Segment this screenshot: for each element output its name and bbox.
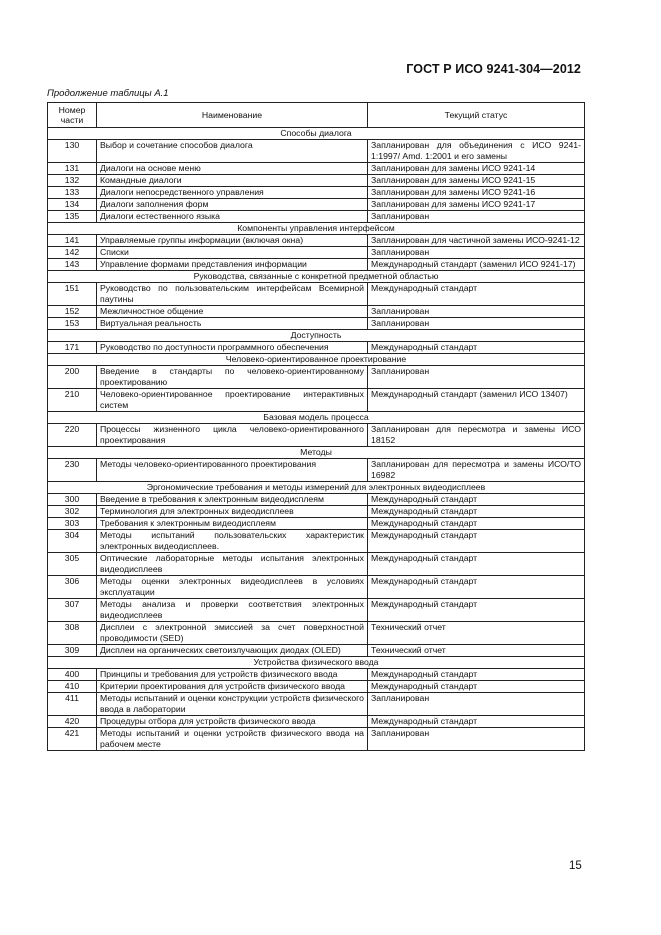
- part-name: Введение в стандарты по человеко-ориентированному проектированию: [97, 366, 368, 389]
- section-row: [48, 482, 585, 494]
- part-status: Технический отчет: [368, 645, 585, 657]
- part-status: Запланирован: [368, 247, 585, 259]
- table-row: [48, 424, 585, 447]
- part-status: Запланирован для пересмотра и замены ИСО/ТО 16982: [368, 459, 585, 482]
- part-name: Диалоги на основе меню: [97, 163, 368, 175]
- table-header: [48, 103, 585, 128]
- part-number: 305: [48, 553, 97, 576]
- part-status: Запланирован для замены ИСО 9241-14: [368, 163, 585, 175]
- table-row: [48, 645, 585, 657]
- table-row: [48, 283, 585, 306]
- part-name: Человеко-ориентированное проектирование интерактивных систем: [97, 389, 368, 412]
- part-number: 400: [48, 669, 97, 681]
- part-number: 303: [48, 518, 97, 530]
- part-number: 304: [48, 530, 97, 553]
- part-number: 421: [48, 728, 97, 751]
- part-status: Запланирован: [368, 366, 585, 389]
- part-name: Оптические лабораторные методы испытания электронных видеодисплеев: [97, 553, 368, 576]
- part-status: Международный стандарт: [368, 342, 585, 354]
- table-row: [48, 187, 585, 199]
- table-row: [48, 318, 585, 330]
- part-name: Руководство по пользовательским интерфейсам Всемирной паутины: [97, 283, 368, 306]
- table-row: [48, 553, 585, 576]
- part-name: Дисплеи на органических светоизлучающих диодах (OLED): [97, 645, 368, 657]
- table-row: [48, 669, 585, 681]
- part-number: 141: [48, 235, 97, 247]
- part-status: Международный стандарт (заменил ИСО 9241-17): [368, 259, 585, 271]
- part-status: Запланирован: [368, 318, 585, 330]
- part-status: Запланирован: [368, 728, 585, 751]
- table-row: [48, 163, 585, 175]
- table-row: [48, 506, 585, 518]
- part-name: Процедуры отбора для устройств физического ввода: [97, 716, 368, 728]
- part-status: Международный стандарт: [368, 669, 585, 681]
- part-number: 230: [48, 459, 97, 482]
- part-status: Международный стандарт: [368, 506, 585, 518]
- part-status: Международный стандарт: [368, 599, 585, 622]
- table-row: [48, 728, 585, 751]
- part-status: Запланирован: [368, 306, 585, 318]
- table-row: [48, 306, 585, 318]
- part-status: Запланирован для замены ИСО 9241-16: [368, 187, 585, 199]
- part-number: 302: [48, 506, 97, 518]
- part-number: 309: [48, 645, 97, 657]
- part-number: 171: [48, 342, 97, 354]
- table-row: [48, 459, 585, 482]
- part-number: 152: [48, 306, 97, 318]
- table-row: [48, 175, 585, 187]
- section-title: Методы: [48, 447, 585, 459]
- section-title: Устройства физического ввода: [48, 657, 585, 669]
- part-name: Введение в требования к электронным видеодисплеям: [97, 494, 368, 506]
- part-name: Командные диалоги: [97, 175, 368, 187]
- part-name: Методы анализа и проверки соответствия электронных видеодисплеев: [97, 599, 368, 622]
- part-number: 410: [48, 681, 97, 693]
- part-number: 151: [48, 283, 97, 306]
- section-title: Доступность: [48, 330, 585, 342]
- table-row: [48, 389, 585, 412]
- part-name: Принципы и требования для устройств физического ввода: [97, 669, 368, 681]
- part-name: Критерии проектирования для устройств физического ввода: [97, 681, 368, 693]
- section-title: Компоненты управления интерфейсом: [48, 223, 585, 235]
- part-number: 133: [48, 187, 97, 199]
- part-name: Методы испытаний и оценки устройств физического ввода на рабочем месте: [97, 728, 368, 751]
- table-row: [48, 599, 585, 622]
- part-number: 306: [48, 576, 97, 599]
- part-status: Технический отчет: [368, 622, 585, 645]
- section-title: Эргономические требования и методы измерений для электронных видеодисплеев: [48, 482, 585, 494]
- part-status: Международный стандарт: [368, 681, 585, 693]
- section-title: Базовая модель процесса: [48, 412, 585, 424]
- document-header: ГОСТ Р ИСО 9241-304—2012: [406, 62, 581, 76]
- table-row: [48, 693, 585, 716]
- part-name: Терминология для электронных видеодисплеев: [97, 506, 368, 518]
- section-row: [48, 330, 585, 342]
- table-row: [48, 259, 585, 271]
- column-header-status: Текущий статус: [368, 103, 585, 128]
- part-name: Управляемые группы информации (включая окна): [97, 235, 368, 247]
- part-status: Запланирован: [368, 211, 585, 223]
- part-name: Списки: [97, 247, 368, 259]
- part-number: 411: [48, 693, 97, 716]
- table-row: [48, 247, 585, 259]
- section-row: [48, 657, 585, 669]
- table-row: [48, 622, 585, 645]
- section-row: [48, 354, 585, 366]
- table-row: [48, 494, 585, 506]
- part-name: Дисплеи с электронной эмиссией за счет поверхностной проводимости (SED): [97, 622, 368, 645]
- part-number: 307: [48, 599, 97, 622]
- part-name: Управление формами представления информации: [97, 259, 368, 271]
- part-status: Запланирован: [368, 693, 585, 716]
- part-status: Международный стандарт (заменил ИСО 13407): [368, 389, 585, 412]
- part-status: Международный стандарт: [368, 576, 585, 599]
- table-body: [48, 128, 585, 751]
- part-number: 220: [48, 424, 97, 447]
- part-name: Виртуальная реальность: [97, 318, 368, 330]
- part-status: Международный стандарт: [368, 716, 585, 728]
- part-number: 210: [48, 389, 97, 412]
- part-status: Запланирован для объединения с ИСО 9241-1:1997/ Amd. 1:2001 и его замены: [368, 140, 585, 163]
- part-number: 143: [48, 259, 97, 271]
- table-caption: Продолжение таблицы А.1: [47, 88, 169, 99]
- table-row: [48, 140, 585, 163]
- table-row: [48, 681, 585, 693]
- part-name: Методы человеко-ориентированного проектирования: [97, 459, 368, 482]
- table-row: [48, 199, 585, 211]
- standards-table: [47, 102, 585, 751]
- table-row: [48, 366, 585, 389]
- column-header-name: Наименование: [97, 103, 368, 128]
- section-title: Способы диалога: [48, 128, 585, 140]
- part-number: 300: [48, 494, 97, 506]
- section-row: [48, 223, 585, 235]
- table-row: [48, 716, 585, 728]
- part-status: Запланирован для замены ИСО 9241-15: [368, 175, 585, 187]
- section-title: Руководства, связанные с конкретной предметной областью: [48, 271, 585, 283]
- table-row: [48, 576, 585, 599]
- table-row: [48, 211, 585, 223]
- part-status: Запланирован для замены ИСО 9241-17: [368, 199, 585, 211]
- part-name: Процессы жизненного цикла человеко-ориентированного проектирования: [97, 424, 368, 447]
- part-number: 142: [48, 247, 97, 259]
- section-row: [48, 271, 585, 283]
- table-row: [48, 342, 585, 354]
- part-name: Методы испытаний пользовательских характеристик электронных видеодисплеев.: [97, 530, 368, 553]
- part-name: Выбор и сочетание способов диалога: [97, 140, 368, 163]
- part-name: Методы испытаний и оценки конструкции устройств физического ввода в лаборатории: [97, 693, 368, 716]
- part-status: Международный стандарт: [368, 518, 585, 530]
- part-number: 200: [48, 366, 97, 389]
- part-status: Международный стандарт: [368, 494, 585, 506]
- part-number: 131: [48, 163, 97, 175]
- part-number: 420: [48, 716, 97, 728]
- part-number: 134: [48, 199, 97, 211]
- part-name: Диалоги заполнения форм: [97, 199, 368, 211]
- section-row: [48, 412, 585, 424]
- table-row: [48, 518, 585, 530]
- part-name: Диалоги непосредственного управления: [97, 187, 368, 199]
- part-name: Требования к электронным видеодисплеям: [97, 518, 368, 530]
- part-number: 308: [48, 622, 97, 645]
- part-name: Диалоги естественного языка: [97, 211, 368, 223]
- part-status: Международный стандарт: [368, 283, 585, 306]
- part-number: 153: [48, 318, 97, 330]
- part-number: 130: [48, 140, 97, 163]
- table-row: [48, 530, 585, 553]
- part-status: Запланирован для частичной замены ИСО-9241-12: [368, 235, 585, 247]
- section-title: Человеко-ориентированное проектирование: [48, 354, 585, 366]
- section-row: [48, 447, 585, 459]
- part-number: 135: [48, 211, 97, 223]
- part-status: Запланирован для пересмотра и замены ИСО 18152: [368, 424, 585, 447]
- part-name: Межличностное общение: [97, 306, 368, 318]
- part-number: 132: [48, 175, 97, 187]
- part-status: Международный стандарт: [368, 530, 585, 553]
- part-name: Методы оценки электронных видеодисплеев в условиях эксплуатации: [97, 576, 368, 599]
- part-name: Руководство по доступности программного обеспечения: [97, 342, 368, 354]
- table-row: [48, 235, 585, 247]
- page-number: 15: [569, 860, 582, 872]
- part-status: Международный стандарт: [368, 553, 585, 576]
- column-header-number: Номер части: [48, 103, 97, 128]
- section-row: [48, 128, 585, 140]
